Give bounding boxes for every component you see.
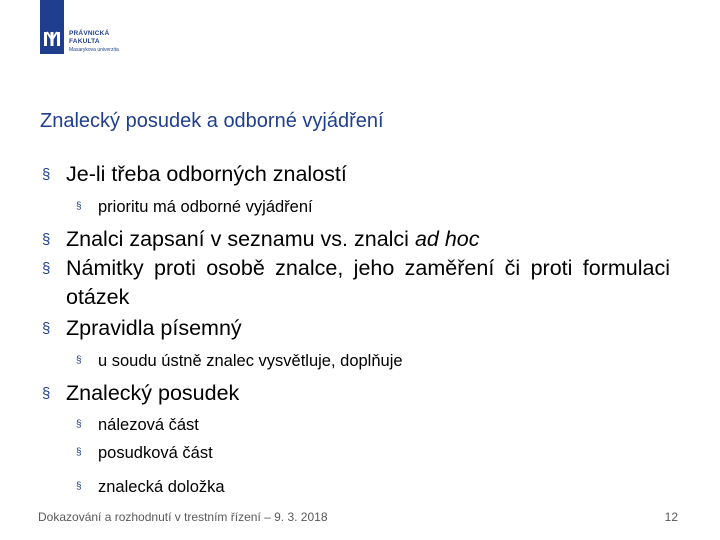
sub-bullet-item <box>40 439 670 467</box>
logo-line-faculty-2: FAKULTA <box>69 38 100 45</box>
bullet-text: Znalci zapsaní v seznamu vs. znalci <box>66 227 415 251</box>
bullet-item <box>40 254 670 312</box>
section-bullet-icon: § <box>42 260 51 277</box>
section-bullet-icon: § <box>42 385 51 402</box>
section-bullet-icon: § <box>76 419 82 430</box>
muni-logo-icon <box>43 30 61 48</box>
sub-bullet-text: znalecká doložka <box>98 478 225 496</box>
logo-bar <box>40 0 64 54</box>
bullet-item <box>40 379 670 408</box>
sub-bullet-item <box>40 473 670 501</box>
sub-bullet-text: prioritu má odborné vyjádření <box>98 198 313 216</box>
bullet-text-italic: ad hoc <box>414 227 480 251</box>
bullet-text: Zpravidla písemný <box>66 316 242 340</box>
section-bullet-icon: § <box>42 231 51 248</box>
faculty-logo <box>40 0 150 60</box>
sub-bullet-item <box>40 411 670 439</box>
section-bullet-icon: § <box>76 355 82 366</box>
bullet-item <box>40 314 670 343</box>
sub-bullet-text: u soudu ústně znalec vysvětluje, doplňuje <box>98 352 403 370</box>
page-number: 12 <box>664 510 678 524</box>
bullet-text: Je-li třeba odborných znalostí <box>66 162 347 186</box>
section-bullet-icon: § <box>42 320 51 337</box>
slide-content <box>40 160 670 501</box>
bullet-text: Znalecký posudek <box>66 381 240 405</box>
section-bullet-icon: § <box>76 447 82 458</box>
logo-text <box>69 30 119 54</box>
section-bullet-icon: § <box>42 166 51 183</box>
slide-title: Znalecký posudek a odborné vyjádření <box>40 110 384 132</box>
sub-bullet-item <box>40 347 670 375</box>
logo-line-faculty: PRÁVNICKÁ <box>69 30 110 37</box>
sub-bullet-text: nálezová část <box>98 416 199 434</box>
logo-line-university: Masarykova univerzita <box>69 47 119 53</box>
bullet-item <box>40 225 670 254</box>
sub-bullet-item <box>40 193 670 221</box>
sub-bullet-text: posudková část <box>98 444 213 462</box>
bullet-text: Námitky proti osobě znalce, jeho zaměření či proti formulaci otázek <box>66 256 670 309</box>
slide-footer: Dokazování a rozhodnutí v trestním řízení – 9. 3. 2018 <box>38 510 328 524</box>
section-bullet-icon: § <box>76 201 82 212</box>
bullet-item <box>40 160 670 189</box>
section-bullet-icon: § <box>76 481 82 492</box>
